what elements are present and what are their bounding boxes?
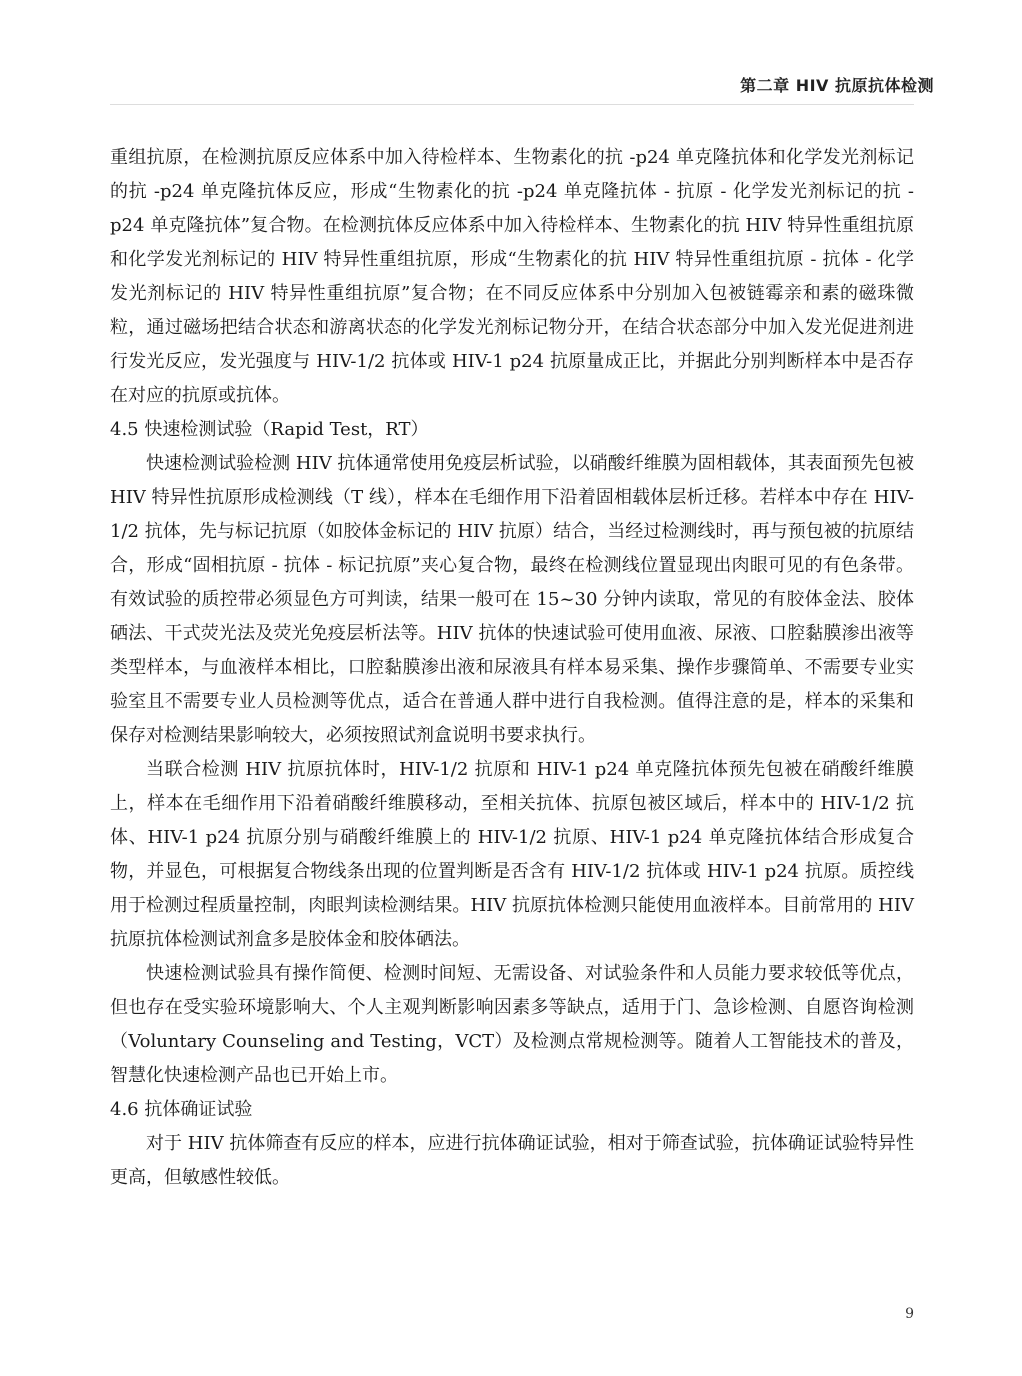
header-divider bbox=[110, 104, 914, 105]
section-heading-4-5: 4.5 快速检测试验（Rapid Test，RT） bbox=[110, 419, 429, 440]
page-number: 9 bbox=[905, 1306, 914, 1322]
paragraph-continued: 重组抗原，在检测抗原反应体系中加入待检样本、生物素化的抗 -p24 单克隆抗体和化学发光剂标记的抗 -p24 单克隆抗体反应，形成“生物素化的抗 -p24 单克隆抗体 - 抗原 - 化学发光剂标记的抗 -p24 单克隆抗体”复合物。在检测抗体反应体系中加入待检样本、生物素化的抗 HIV 特异性重组抗原和化学发光剂标记的 HIV 特异性重组抗原，形成“生物素化的抗 HIV 特异性重组抗原 - 抗体 - 化学发光剂标记的 HIV 特异性重组抗原”复合物；在不同反应体系中分别加入包被链霉亲和素的磁珠微粒，通过磁场把结合状态和游离状态的化学发光剂标记物分开，在结合状态部分中加入发光促进剂进行发光反应，发光强度与 HIV-1/2 抗体或 HIV-1 p24 抗原量成正比，并据此分别判断样本中是否存在对应的抗原或抗体。 bbox=[110, 147, 914, 406]
paragraph-4-6-1: 对于 HIV 抗体筛查有反应的样本，应进行抗体确证试验，相对于筛查试验，抗体确证试验特异性更高，但敏感性较低。 bbox=[110, 1133, 914, 1188]
paragraph-4-5-3: 快速检测试验具有操作简便、检测时间短、无需设备、对试验条件和人员能力要求较低等优点，但也存在受实验环境影响大、个人主观判断影响因素多等缺点，适用于门、急诊检测、自愿咨询检测（Voluntary Counseling and Testing，VCT）及检测点常规检测等。随着人工智能技术的普及，智慧化快速检测产品也已开始上市。 bbox=[110, 963, 914, 1086]
paragraph-4-5-2: 当联合检测 HIV 抗原抗体时，HIV-1/2 抗原和 HIV-1 p24 单克隆抗体预先包被在硝酸纤维膜上，样本在毛细作用下沿着硝酸纤维膜移动，至相关抗体、抗原包被区域后，样本中的 HIV-1/2 抗体、HIV-1 p24 抗原分别与硝酸纤维膜上的 HIV-1/2 抗原、HIV-1 p24 单克隆抗体结合形成复合物，并显色，可根据复合物线条出现的位置判断是否含有 HIV-1/2 抗体或 HIV-1 p24 抗原。质控线用于检测过程质量控制，肉眼判读检测结果。HIV 抗原抗体检测只能使用血液样本。目前常用的 HIV 抗原抗体检测试剂盒多是胶体金和胶体硒法。 bbox=[110, 759, 914, 950]
page-body bbox=[110, 141, 914, 1195]
paragraph-4-5-1: 快速检测试验检测 HIV 抗体通常使用免疫层析试验，以硝酸纤维膜为固相载体，其表面预先包被 HIV 特异性抗原形成检测线（T 线），样本在毛细作用下沿着固相载体层析迁移。若样本中存在 HIV-1/2 抗体，先与标记抗原（如胶体金标记的 HIV 抗原）结合，当经过检测线时，再与预包被的抗原结合，形成“固相抗原 - 抗体 - 标记抗原”夹心复合物，最终在检测线位置显现出肉眼可见的有色条带。有效试验的质控带必须显色方可判读，结果一般可在 15~30 分钟内读取，常见的有胶体金法、胶体硒法、干式荧光法及荧光免疫层析法等。HIV 抗体的快速试验可使用血液、尿液、口腔黏膜渗出液等类型样本，与血液样本相比，口腔黏膜渗出液和尿液具有样本易采集、操作步骤简单、不需要专业实验室且不需要专业人员检测等优点，适合在普通人群中进行自我检测。值得注意的是，样本的采集和保存对检测结果影响较大，必须按照试剂盒说明书要求执行。 bbox=[110, 453, 914, 746]
running-header: 第二章 HIV 抗原抗体检测 bbox=[740, 76, 934, 95]
section-heading-4-6: 4.6 抗体确证试验 bbox=[110, 1099, 253, 1120]
